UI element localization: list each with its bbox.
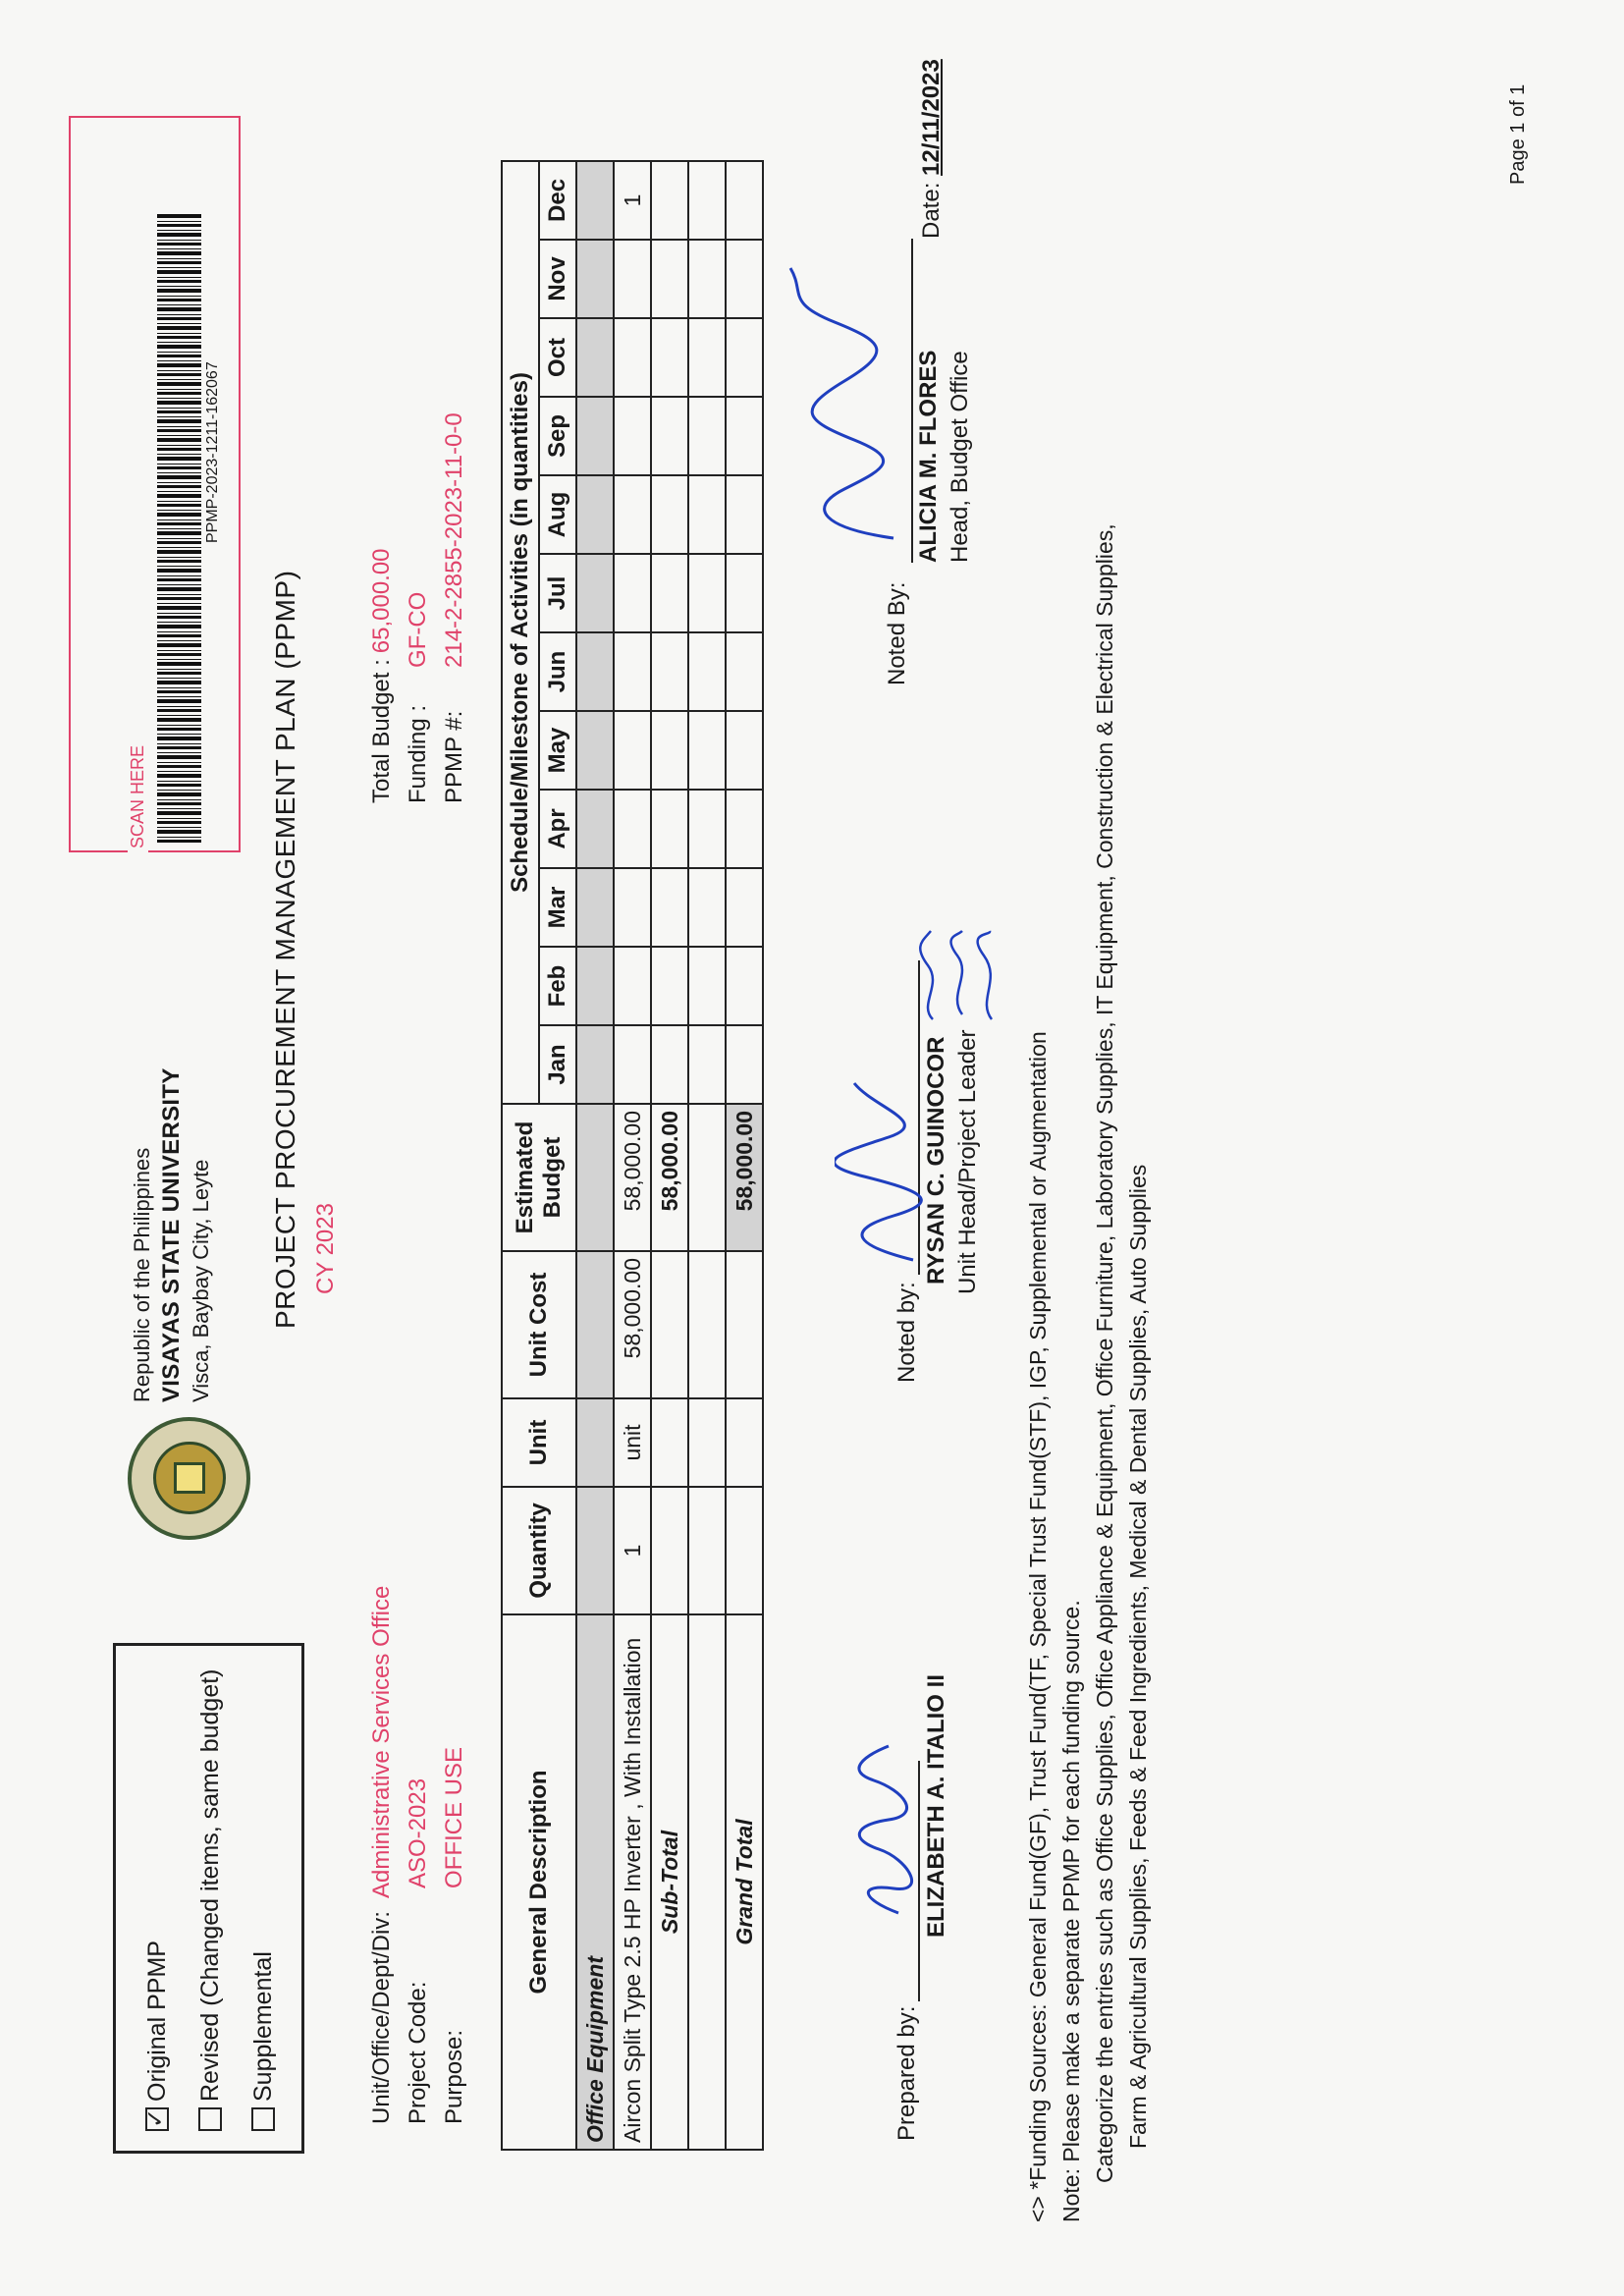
checkbox-original-label: Original PPMP — [142, 1941, 171, 2102]
university-name: VISAYAS STATE UNIVERSITY — [158, 1067, 185, 1402]
month-header: Nov — [539, 240, 576, 318]
checkbox-original-row[interactable] — [131, 1666, 184, 2131]
university-address: Visca, Baybay City, Leyte — [189, 1159, 213, 1402]
col-header-budget: Estimated Budget — [502, 1104, 576, 1251]
grand-total-label: Grand Total — [726, 1614, 763, 2150]
item-budget: 58,000.00 — [614, 1104, 651, 1251]
ppmp-number-label: PPMP #: — [441, 710, 467, 803]
categorize-note: Categorize the entries such as Office Supplies, Office Appliance & Equipment, Office Furniture, Laboratory Supplies, IT Equipment, Construction & Electrical Supplies, — [1092, 523, 1117, 2183]
col-header-unit-cost: Unit Cost — [502, 1251, 576, 1398]
prepared-by-signature — [849, 1741, 918, 1918]
month-header: Dec — [539, 161, 576, 240]
month-header: Jun — [539, 632, 576, 711]
col-header-description: General Description — [502, 1614, 576, 2150]
purpose-value: OFFICE USE — [441, 1746, 467, 1888]
document-title: PROJECT PROCUREMENT MANAGEMENT PLAN (PPMP) — [270, 570, 300, 1329]
ppmp-number-value: 214-2-2855-2023-11-0-0 — [441, 412, 467, 668]
grand-total-value: 58,000.00 — [726, 1104, 763, 1251]
ppmp-type-panel — [113, 1643, 304, 2154]
subtotal-row — [651, 161, 688, 2150]
month-header: Mar — [539, 868, 576, 947]
month-header: Jul — [539, 554, 576, 632]
barcode-id: PPMP-2023-1211-162067 — [204, 361, 221, 543]
purpose-label: Purpose: — [441, 2029, 467, 2124]
month-header: Feb — [539, 947, 576, 1025]
categorize-note-cont: Farm & Agricultural Supplies, Feeds & Feed Ingredients, Medical & Dental Supplies, Auto Supplies — [1125, 1164, 1151, 2149]
table-header-row — [502, 161, 539, 2150]
item-unit: unit — [614, 1398, 651, 1487]
separate-ppmp-note: Note: Please make a separate PPMP for each funding source. — [1058, 1600, 1084, 2222]
date-block — [918, 59, 946, 239]
document-year: CY 2023 — [312, 1203, 339, 1294]
subtotal-label: Sub-Total — [651, 1614, 688, 2150]
unit-label: Unit/Office/Dept/Div: — [368, 1911, 395, 2124]
republic-text: Republic of the Philippines — [130, 1147, 154, 1402]
item-dec-qty: 1 — [614, 161, 651, 240]
subtotal-value: 58,000.00 — [651, 1104, 688, 1251]
noted-by-2-role: Head, Budget Office — [947, 351, 973, 563]
prepared-by-label: Prepared by: — [893, 2005, 920, 2141]
unit-value: Administrative Services Office — [368, 1585, 395, 1898]
item-quantity: 1 — [614, 1487, 651, 1614]
noted-by-2-label: Noted By: — [884, 581, 910, 685]
date-label: Date: — [918, 182, 945, 239]
project-code-value: ASO-2023 — [405, 1777, 431, 1888]
month-header: Jan — [539, 1025, 576, 1104]
category-row — [576, 161, 614, 2150]
budget-meta — [363, 412, 472, 803]
page-number: Page 1 of 1 — [1507, 83, 1529, 185]
noted-by-1-label: Noted by: — [893, 1282, 920, 1383]
empty-row — [688, 161, 726, 2150]
funding-sources-note: <> *Funding Sources: General Fund(GF), Trust Fund(TF, Special Trust Fund(STF), IGP, Supplemental or Augmentation — [1025, 1031, 1051, 2222]
col-header-schedule: Schedule/Milestone of Activities (in quantities) — [502, 161, 539, 1104]
month-header: Sep — [539, 397, 576, 475]
month-header: Aug — [539, 475, 576, 554]
noted-by-2-signature — [785, 263, 913, 548]
project-meta — [363, 1586, 472, 2124]
checkbox-original[interactable] — [145, 2107, 169, 2131]
grand-total-row — [726, 161, 763, 2150]
handwritten-note — [913, 926, 1006, 1024]
university-header — [128, 1067, 216, 1402]
ppmp-table — [501, 160, 764, 2151]
col-header-quantity: Quantity — [502, 1487, 576, 1614]
total-budget-label: Total Budget : — [368, 659, 395, 803]
prepared-by-name: ELIZABETH A. ITALIO II — [923, 1674, 949, 1938]
noted-by-1-signature — [835, 1073, 928, 1270]
month-header: Oct — [539, 318, 576, 397]
university-seal-logo — [128, 1417, 250, 1540]
table-row — [614, 161, 651, 2150]
noted-by-2-name: ALICIA M. FLORES — [915, 350, 942, 563]
noted-by-1-role: Unit Head/Project Leader — [954, 1029, 981, 1294]
category-label: Office Equipment — [576, 1614, 614, 2150]
funding-label: Funding : — [405, 704, 431, 803]
checkbox-supplemental[interactable] — [251, 2107, 275, 2131]
col-header-unit: Unit — [502, 1398, 576, 1487]
date-value: 12/11/2023 — [918, 59, 945, 176]
footnotes — [1021, 523, 1155, 2222]
checkbox-supplemental-label: Supplemental — [248, 1951, 277, 2102]
project-code-label: Project Code: — [405, 1981, 431, 2124]
total-budget-value: 65,000.00 — [368, 548, 395, 654]
checkbox-supplemental-row[interactable] — [237, 1666, 290, 2131]
checkbox-revised-label: Revised (Changed items, same budget) — [195, 1668, 224, 2102]
funding-value: GF-CO — [405, 591, 431, 668]
item-unit-cost: 58,000.00 — [614, 1251, 651, 1398]
month-header: May — [539, 711, 576, 790]
noted-by-1-name: RYSAN C. GUINOCOR — [923, 1036, 949, 1285]
checkbox-revised[interactable] — [198, 2107, 222, 2131]
checkbox-revised-row[interactable] — [184, 1666, 237, 2131]
item-description: Aircon Split Type 2.5 HP Inverter , With Installation — [614, 1614, 651, 2150]
scan-here-label: SCAN HERE — [128, 741, 148, 852]
month-header: Apr — [539, 790, 576, 868]
barcode-image[interactable] — [157, 214, 201, 843]
